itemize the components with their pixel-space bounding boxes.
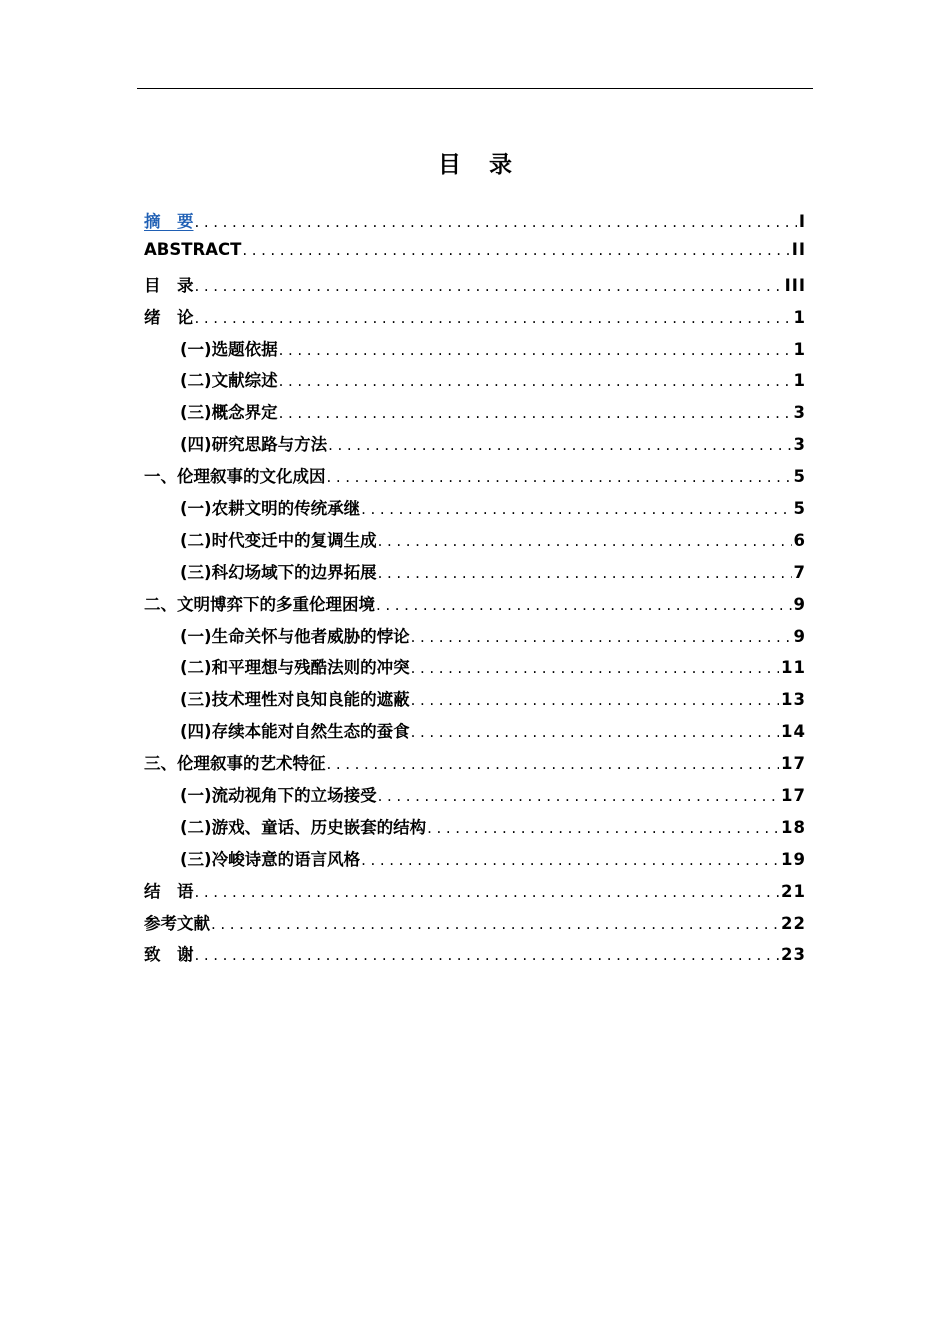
toc-dot-leader	[327, 755, 780, 773]
toc-entry[interactable]	[144, 814, 806, 846]
toc-entry[interactable]	[144, 495, 806, 527]
toc-entry-page-number: II	[791, 239, 806, 259]
toc-entry-label: (三)科幻场域下的边界拓展	[180, 562, 377, 582]
toc-dot-leader	[411, 691, 779, 709]
toc-entry[interactable]	[144, 431, 806, 463]
toc-entry-page-number: 1	[793, 307, 806, 327]
toc-entry[interactable]	[144, 941, 806, 973]
toc-dot-leader	[327, 468, 792, 486]
toc-dot-leader	[411, 628, 792, 646]
toc-entry[interactable]	[144, 591, 806, 623]
toc-entry-page-number: 5	[793, 467, 806, 487]
toc-entry-label: (二)游戏、童话、历史嵌套的结构	[180, 817, 427, 837]
toc-entry[interactable]	[144, 304, 806, 336]
header-rule	[137, 88, 813, 89]
toc-entry-label: (四)存续本能对自然生态的蚕食	[180, 722, 410, 742]
toc-entry-label: 绪 论	[144, 307, 194, 327]
toc-dot-leader	[411, 723, 779, 741]
toc-entry-page-number: 9	[793, 594, 806, 614]
toc-entry-page-number: 7	[793, 562, 806, 582]
toc-entry-page-number: 18	[781, 817, 806, 837]
toc-entry-label: (二)文献综述	[180, 371, 278, 391]
toc-dot-leader	[378, 532, 792, 550]
toc-entry-page-number: 6	[793, 530, 806, 550]
toc-entry[interactable]	[144, 399, 806, 431]
toc-entry[interactable]	[144, 240, 806, 272]
toc-dot-leader	[411, 659, 779, 677]
page-title	[0, 146, 950, 179]
toc-entry[interactable]	[144, 336, 806, 368]
toc-entry[interactable]	[144, 654, 806, 686]
toc-entry-page-number: 11	[781, 658, 806, 678]
title-char-2: 录	[489, 152, 512, 178]
toc-dot-leader	[376, 596, 792, 614]
toc-entry[interactable]	[144, 272, 806, 304]
toc-dot-leader	[279, 341, 792, 359]
toc-dot-leader	[279, 404, 792, 422]
toc-entry[interactable]	[144, 750, 806, 782]
toc-entry-label: 一、伦理叙事的文化成因	[144, 467, 326, 487]
toc-entry[interactable]	[144, 846, 806, 878]
toc-entry-page-number: I	[798, 212, 806, 231]
toc-entry[interactable]	[144, 367, 806, 399]
toc-dot-leader	[195, 946, 780, 964]
toc-dot-leader	[195, 309, 792, 327]
toc-entry-label: 二、文明博弈下的多重伦理困境	[144, 594, 375, 614]
toc-entry-label: 三、伦理叙事的艺术特征	[144, 754, 326, 774]
toc-entry-label: 参考文献	[144, 913, 210, 933]
toc-entry-label: 目 录	[144, 275, 194, 295]
toc-dot-leader	[378, 787, 779, 805]
toc-dot-leader	[195, 213, 797, 231]
toc-entry-page-number: 21	[781, 881, 806, 901]
toc-entry-label: (一)生命关怀与他者威胁的悖论	[180, 626, 410, 646]
toc-entry-label: (二)时代变迁中的复调生成	[180, 530, 377, 550]
toc-entry-label: 结 语	[144, 881, 194, 901]
toc-entry[interactable]	[144, 208, 806, 240]
toc-dot-leader	[427, 819, 779, 837]
toc-entry-page-number: 23	[781, 945, 806, 965]
toc-entry-label: (三)技术理性对良知良能的遮蔽	[180, 690, 410, 710]
toc-entry-label: (一)农耕文明的传统承继	[180, 499, 361, 519]
table-of-contents	[144, 208, 806, 973]
title-char-1: 目	[438, 152, 461, 178]
toc-entry-page-number: 17	[781, 786, 806, 806]
toc-entry-page-number: 14	[781, 722, 806, 742]
toc-entry-label: (一)选题依据	[180, 339, 278, 359]
toc-dot-leader	[361, 500, 791, 518]
toc-entry[interactable]	[144, 559, 806, 591]
toc-entry-page-number: 1	[793, 371, 806, 391]
toc-dot-leader	[279, 372, 792, 390]
toc-entry-page-number: 17	[781, 754, 806, 774]
toc-dot-leader	[361, 851, 779, 869]
toc-entry-page-number: 3	[793, 435, 806, 455]
toc-entry-page-number: 19	[781, 849, 806, 869]
toc-entry-page-number: III	[784, 275, 806, 295]
toc-entry[interactable]	[144, 623, 806, 655]
toc-entry[interactable]	[144, 463, 806, 495]
toc-entry-label: (二)和平理想与残酷法则的冲突	[180, 658, 410, 678]
toc-entry-page-number: 1	[793, 339, 806, 359]
toc-entry[interactable]	[144, 910, 806, 942]
toc-entry[interactable]	[144, 878, 806, 910]
toc-entry-label: (一)流动视角下的立场接受	[180, 786, 377, 806]
toc-entry-page-number: 13	[781, 690, 806, 710]
toc-entry-page-number: 5	[793, 499, 806, 519]
toc-entry-label: 致 谢	[144, 945, 194, 965]
toc-dot-leader	[328, 436, 791, 454]
toc-entry-page-number: 3	[793, 403, 806, 423]
toc-dot-leader	[211, 915, 779, 933]
toc-entry[interactable]	[144, 782, 806, 814]
toc-entry[interactable]	[144, 718, 806, 750]
toc-entry-page-number: 9	[793, 626, 806, 646]
toc-dot-leader	[242, 241, 789, 259]
toc-entry-label: (三)概念界定	[180, 403, 278, 423]
toc-entry[interactable]	[144, 686, 806, 718]
toc-dot-leader	[195, 277, 783, 295]
toc-dot-leader	[378, 564, 792, 582]
toc-dot-leader	[195, 883, 780, 901]
toc-entry-page-number: 22	[781, 913, 806, 933]
toc-entry-label: ABSTRACT	[144, 239, 242, 259]
toc-entry[interactable]	[144, 527, 806, 559]
toc-entry-label: (四)研究思路与方法	[180, 435, 328, 455]
toc-entry-label: (三)冷峻诗意的语言风格	[180, 849, 361, 869]
toc-entry-label[interactable]: 摘 要	[144, 212, 194, 231]
